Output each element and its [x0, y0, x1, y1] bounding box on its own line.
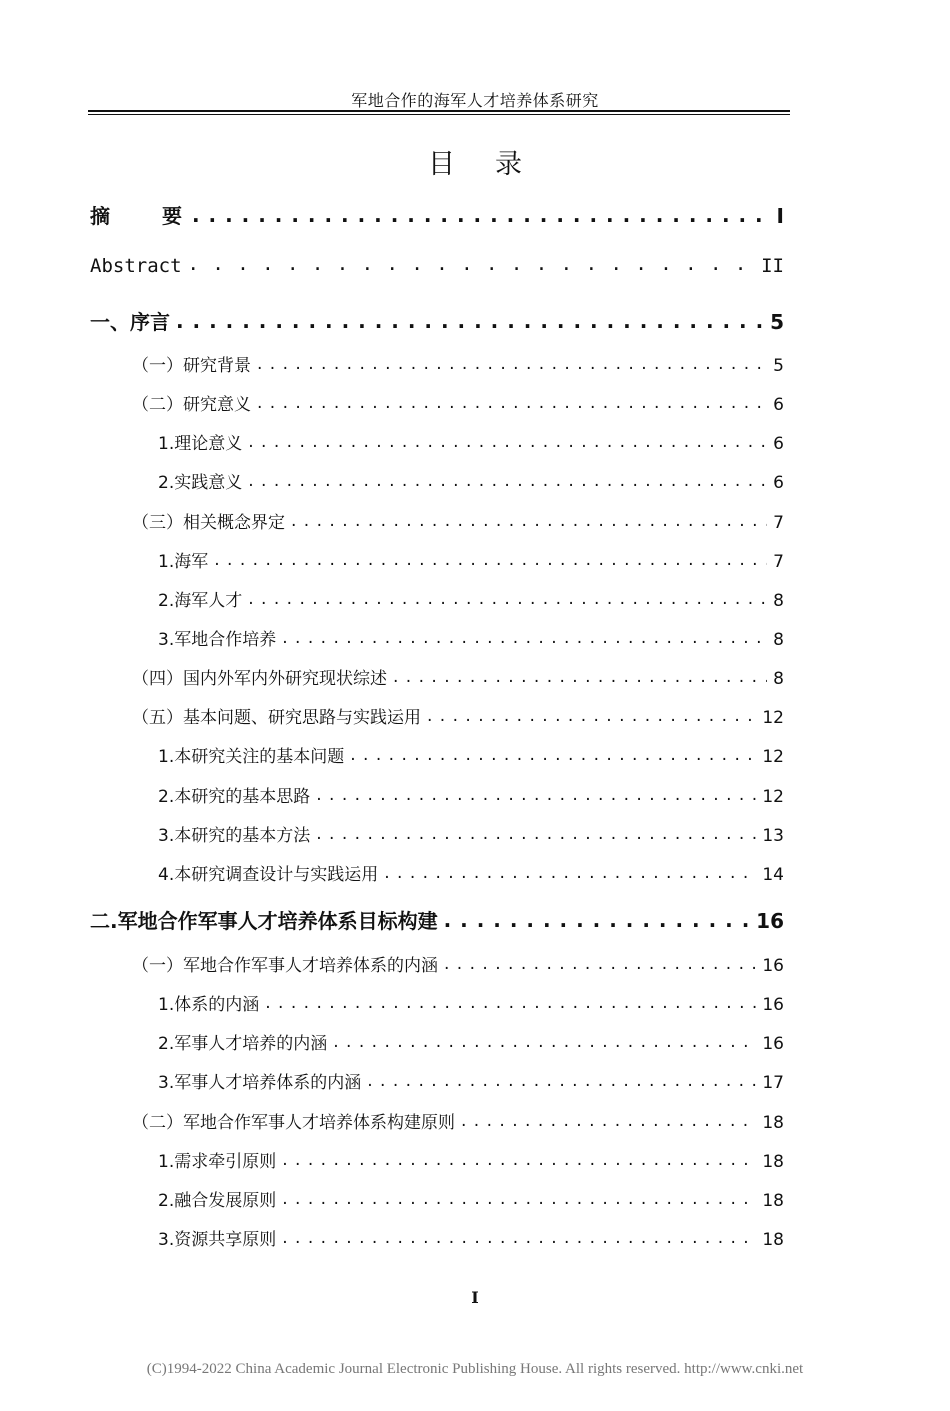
toc-leader-dots: [248, 471, 767, 488]
toc-leader-dots: [461, 1111, 756, 1128]
toc-leader-dots: [444, 908, 751, 928]
toc-title: 目录: [428, 149, 562, 180]
toc-entry-page: 18: [762, 1113, 784, 1133]
toc-entry-subsection[interactable]: [158, 742, 784, 770]
toc-entry-label: 2.海军人才: [158, 591, 243, 611]
toc-entry-label: 2.实践意义: [158, 473, 243, 493]
toc-entry-label: （四）国内外军内外研究现状综述: [132, 669, 387, 689]
toc-entry-section[interactable]: [132, 390, 784, 418]
toc-entry-section[interactable]: [132, 664, 784, 692]
page-number: I: [471, 1288, 479, 1307]
toc-leader-dots: [427, 706, 756, 723]
toc-entry-page: 7: [773, 513, 784, 533]
toc-entry-label: 1.理论意义: [158, 434, 243, 454]
toc-entry-subsection[interactable]: [158, 990, 784, 1018]
toc-entry-page: 14: [762, 865, 784, 885]
toc-entry-page: 16: [762, 995, 784, 1015]
toc-entry-page: 16: [762, 956, 784, 976]
toc-leader-dots: [282, 628, 767, 645]
toc-entry-subsection[interactable]: [158, 547, 784, 575]
toc-entry-label: Abstract: [90, 255, 182, 277]
toc-leader-dots: [188, 253, 756, 272]
toc-entry-subsection[interactable]: [158, 1029, 784, 1057]
toc-leader-dots: [367, 1071, 756, 1088]
toc-entry-page: 18: [762, 1152, 784, 1172]
toc-entry-page: 6: [773, 395, 784, 415]
toc-entry-page: 7: [773, 552, 784, 572]
toc-entry-page: 18: [762, 1191, 784, 1211]
toc-entry-page: 13: [762, 826, 784, 846]
toc-leader-dots: [248, 589, 767, 606]
toc-entry-section[interactable]: [132, 351, 784, 379]
toc-entry-chapter-2[interactable]: [90, 905, 784, 933]
toc-entry-page: 6: [773, 434, 784, 454]
toc-entry-subsection[interactable]: [158, 1068, 784, 1096]
toc-entry-page: II: [761, 255, 784, 277]
toc-entry-section[interactable]: [132, 703, 784, 731]
toc-entry-label: 4.本研究调查设计与实践运用: [158, 865, 379, 885]
toc-leader-dots: [257, 354, 767, 371]
toc-entry-label: 1.需求牵引原则: [158, 1152, 277, 1172]
toc-entry-page: I: [776, 204, 784, 228]
toc-entry-label: 3.军地合作培养: [158, 630, 277, 650]
toc-leader-dots: [176, 309, 764, 329]
toc-entry-page: 18: [762, 1230, 784, 1250]
toc-entry-subsection[interactable]: [158, 468, 784, 496]
toc-entry-page: 6: [773, 473, 784, 493]
toc-entry-subsection[interactable]: [158, 821, 784, 849]
toc-entry-label: 2.融合发展原则: [158, 1191, 277, 1211]
toc-entry-subsection[interactable]: [158, 625, 784, 653]
toc-entry-page: 8: [773, 669, 784, 689]
toc-entry-subsection[interactable]: [158, 860, 784, 888]
toc-entry-label: 摘 要: [90, 204, 186, 228]
toc-entry-label: 1.海军: [158, 552, 209, 572]
toc-entry-subsection[interactable]: [158, 586, 784, 614]
toc-entry-label: 2.本研究的基本思路: [158, 787, 311, 807]
toc-entry-subsection[interactable]: [158, 1186, 784, 1214]
toc-entry-subsection[interactable]: [158, 1225, 784, 1253]
toc-entry-abstract-en[interactable]: [90, 253, 784, 281]
toc-leader-dots: [257, 393, 767, 410]
toc-entry-section[interactable]: [132, 1108, 784, 1136]
toc-entry-label: 1.体系的内涵: [158, 995, 260, 1015]
toc-leader-dots: [214, 550, 767, 567]
toc-entry-page: 16: [756, 909, 784, 933]
toc-leader-dots: [350, 745, 756, 762]
header-rule-thin: [88, 114, 790, 115]
toc-entry-label: （一）军地合作军事人才培养体系的内涵: [132, 956, 438, 976]
toc-leader-dots: [384, 863, 756, 880]
toc-entry-page: 5: [770, 310, 784, 334]
toc-entry-label: 3.资源共享原则: [158, 1230, 277, 1250]
toc-entry-page: 12: [762, 708, 784, 728]
toc-leader-dots: [192, 203, 771, 223]
toc-entry-subsection[interactable]: [158, 429, 784, 457]
toc-entry-subsection[interactable]: [158, 782, 784, 810]
toc-entry-page: 12: [762, 747, 784, 767]
header-rule: [88, 110, 790, 112]
toc-entry-page: 12: [762, 787, 784, 807]
toc-entry-label: （三）相关概念界定: [132, 513, 285, 533]
toc-entry-label: 3.军事人才培养体系的内涵: [158, 1073, 362, 1093]
toc-leader-dots: [282, 1228, 756, 1245]
toc-entry-page: 8: [773, 591, 784, 611]
toc-entry-label: 3.本研究的基本方法: [158, 826, 311, 846]
toc-leader-dots: [316, 824, 756, 841]
toc-leader-dots: [316, 785, 756, 802]
toc-entry-label: （五）基本问题、研究思路与实践运用: [132, 708, 421, 728]
toc-entry-page: 17: [762, 1073, 784, 1093]
toc-leader-dots: [248, 432, 767, 449]
toc-leader-dots: [282, 1189, 756, 1206]
toc-leader-dots: [291, 511, 767, 528]
toc-leader-dots: [282, 1150, 756, 1167]
toc-entry-label: 1.本研究关注的基本问题: [158, 747, 345, 767]
copyright-footer: (C)1994-2022 China Academic Journal Electronic Publishing House. All rights reserved. http://www.cnki.net: [146, 1361, 804, 1377]
toc-leader-dots: [265, 993, 756, 1010]
running-header-title: 军地合作的海军人才培养体系研究: [351, 91, 599, 110]
toc-entry-label: 二.军地合作军事人才培养体系目标构建: [90, 909, 438, 933]
toc-entry-abstract-cn[interactable]: [90, 200, 784, 228]
toc-leader-dots: [333, 1032, 756, 1049]
toc-leader-dots: [444, 954, 756, 971]
toc-entry-label: （二）军地合作军事人才培养体系构建原则: [132, 1113, 455, 1133]
toc-entry-page: 5: [773, 356, 784, 376]
toc-entry-page: 16: [762, 1034, 784, 1054]
toc-entry-label: 2.军事人才培养的内涵: [158, 1034, 328, 1054]
toc-entry-label: （二）研究意义: [132, 395, 251, 415]
toc-entry-page: 8: [773, 630, 784, 650]
toc-entry-label: 一、序言: [90, 310, 170, 334]
toc-entry-section[interactable]: [132, 508, 784, 536]
toc-entry-subsection[interactable]: [158, 1147, 784, 1175]
toc-entry-chapter-1[interactable]: [90, 306, 784, 334]
toc-entry-label: （一）研究背景: [132, 356, 251, 376]
toc-entry-section[interactable]: [132, 951, 784, 979]
toc-leader-dots: [393, 667, 767, 684]
